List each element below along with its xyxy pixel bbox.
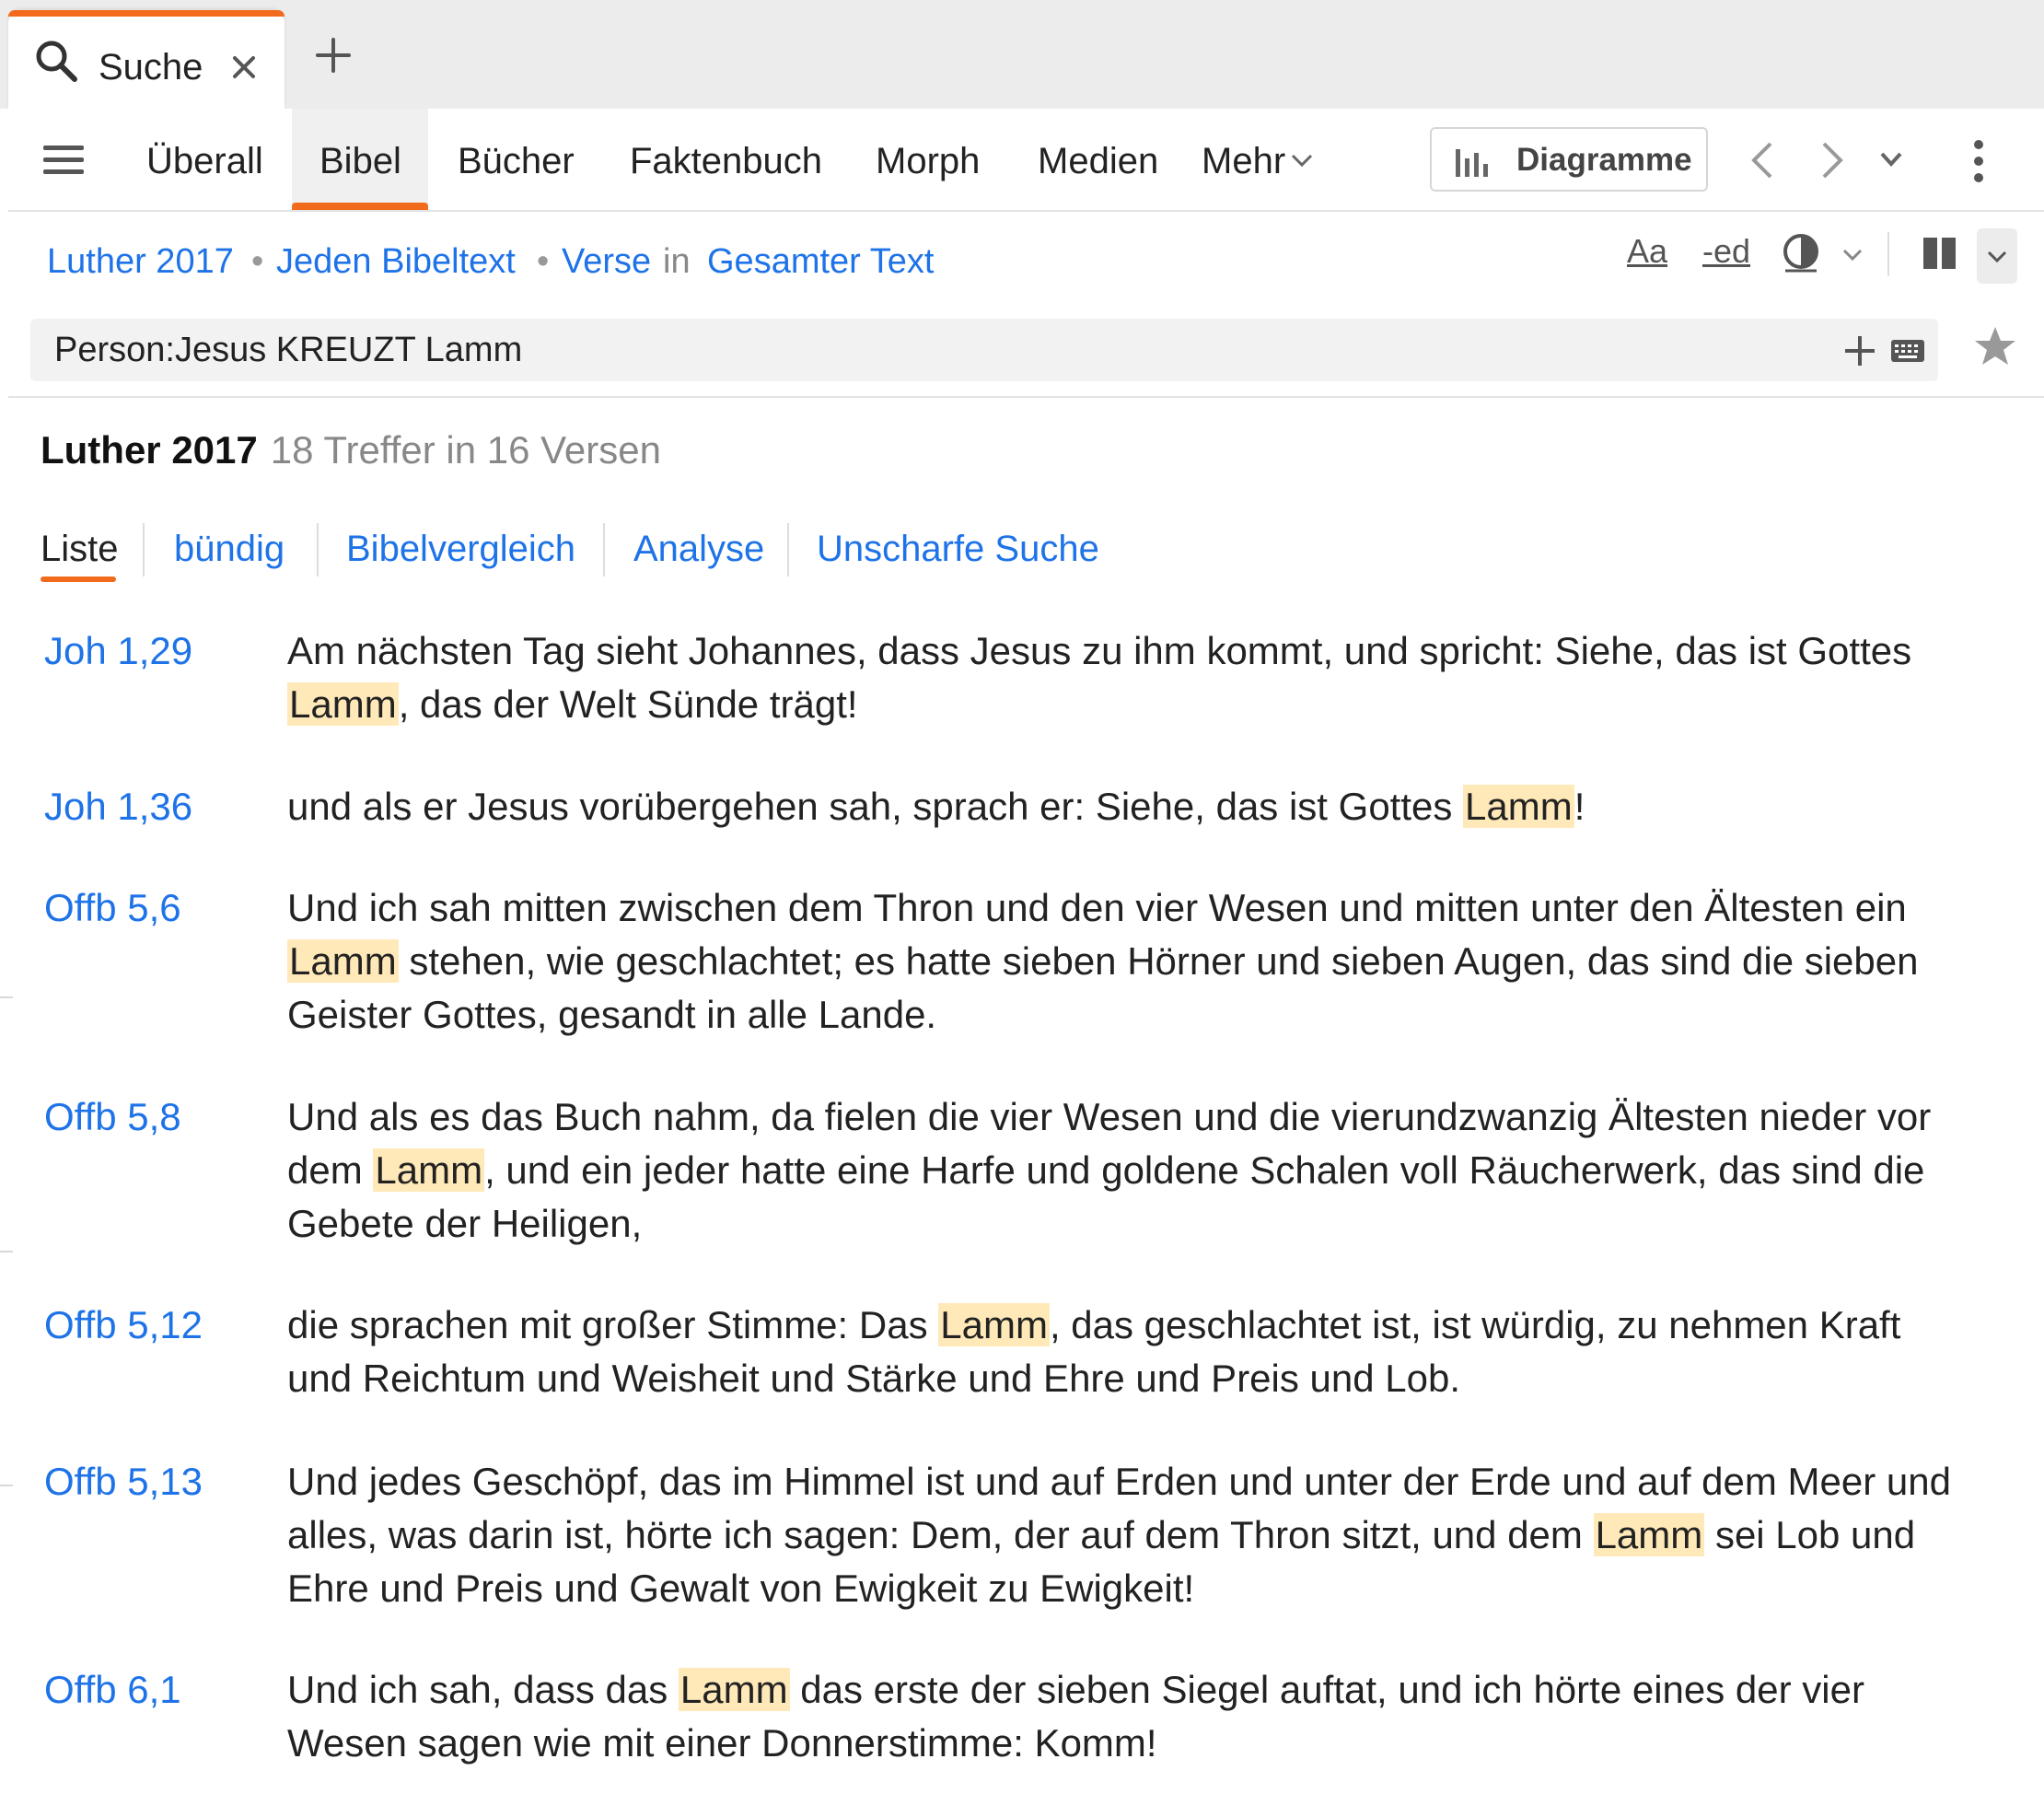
breadcrumb-separator: •	[537, 242, 550, 281]
view-tab-active-indicator	[41, 577, 116, 582]
search-hit-highlight[interactable]: Lamm	[289, 682, 397, 726]
back-icon[interactable]	[1748, 140, 1776, 181]
nav-item-bibel[interactable]: Bibel	[319, 141, 401, 181]
tab-label: Suche	[99, 47, 203, 87]
verse-reference-link[interactable]: Offb 5,6	[44, 886, 181, 929]
nav-item-medien[interactable]: Medien	[1038, 141, 1159, 181]
history-dropdown-icon[interactable]	[1877, 149, 1905, 169]
verse-text: Am nächsten Tag sieht Johannes, dass Jesus zu ihm kommt, und spricht: Siehe, das ist Gottes Lamm, das der Welt Sünde trägt!	[287, 629, 1912, 726]
view-tab-buendig[interactable]: bündig	[174, 529, 285, 569]
search-hit-highlight[interactable]: Lamm	[940, 1303, 1048, 1346]
breadcrumb-separator: •	[251, 242, 264, 281]
more-options-icon[interactable]	[1969, 138, 1988, 184]
star-icon[interactable]	[1973, 324, 2017, 368]
verse-text: Und ich sah, dass das Lamm das erste der sieben Siegel auftat, und ich hörte eines der vier Wesen sagen wie mit einer Donnerstimme: Komm!	[287, 1668, 1864, 1765]
search-hit-highlight[interactable]: Lamm	[1465, 785, 1573, 828]
add-tab-icon[interactable]	[315, 37, 352, 74]
chevron-down-icon[interactable]	[1841, 247, 1864, 263]
verse-text: die sprachen mit großer Stimme: Das Lamm, das geschlachtet ist, ist würdig, zu nehmen Kraft und Reichtum und Weisheit und Stärke und Ehre und Preis und Lob.	[287, 1303, 1901, 1400]
columns-icon[interactable]	[1922, 234, 1958, 273]
view-tab-bibelvergleich[interactable]: Bibelvergleich	[346, 529, 576, 569]
search-hit-highlight[interactable]: Lamm	[679, 1668, 788, 1711]
view-tab-divider	[143, 523, 145, 577]
close-icon[interactable]	[227, 51, 261, 84]
verse-text: Und jedes Geschöpf, das im Himmel ist und auf Erden und unter der Erde und auf dem Meer und alles, was darin ist, hörte ich sagen: Dem, der auf dem Thron sitzt, und dem Lamm sei Lob und Ehre und Preis und Gewalt von Ewigkeit zu Ewigkeit!	[287, 1460, 1951, 1610]
toolbar-divider	[1887, 232, 1889, 276]
view-tab-unscharfe-suche[interactable]: Unscharfe Suche	[817, 529, 1099, 569]
results-header	[41, 425, 661, 475]
menu-icon[interactable]	[43, 144, 84, 177]
search-query: Person:Jesus KREUZT Lamm	[54, 331, 523, 369]
bar-chart-icon	[1456, 146, 1492, 177]
view-tab-liste[interactable]: Liste	[41, 529, 119, 569]
nav-item-mehr[interactable]: Mehr	[1202, 141, 1286, 181]
chevron-down-icon	[1985, 249, 2009, 265]
tab-bar	[0, 0, 2044, 109]
results-bible-title: Luther 2017	[41, 428, 258, 472]
view-tab-divider	[603, 523, 605, 577]
verse-text: und als er Jesus vorübergehen sah, sprach er: Siehe, das ist Gottes Lamm!	[287, 785, 1585, 828]
verse-reference-link[interactable]: Offb 6,1	[44, 1668, 181, 1711]
view-tab-divider	[787, 523, 789, 577]
inflection-button[interactable]: -ed	[1702, 232, 1751, 270]
verse-reference-link[interactable]: Joh 1,29	[44, 629, 193, 672]
verse-reference-link[interactable]: Offb 5,8	[44, 1095, 181, 1138]
search-options-bar	[8, 212, 2044, 398]
tab-search[interactable]	[8, 10, 285, 109]
view-tab-analyse[interactable]: Analyse	[633, 529, 765, 569]
search-hit-highlight[interactable]: Lamm	[289, 939, 397, 983]
keyboard-icon[interactable]	[1890, 339, 1925, 363]
view-tab-divider	[317, 523, 319, 577]
search-hit-highlight[interactable]: Lamm	[1595, 1513, 1703, 1556]
range-selector[interactable]: Gesamter Text	[707, 242, 935, 281]
tab-active-indicator	[8, 10, 285, 17]
verse-reference-link[interactable]: Offb 5,13	[44, 1460, 203, 1503]
forward-icon[interactable]	[1818, 140, 1846, 181]
nav-item-morph[interactable]: Morph	[876, 141, 981, 181]
search-input[interactable]	[30, 319, 1938, 381]
bible-selector[interactable]: Luther 2017	[47, 242, 234, 281]
search-icon	[33, 38, 79, 84]
font-size-button[interactable]: Aa	[1627, 232, 1668, 270]
layout-dropdown[interactable]	[1977, 228, 2017, 284]
window-edge-line	[0, 996, 13, 998]
contrast-icon[interactable]	[1782, 232, 1824, 274]
search-hit-highlight[interactable]: Lamm	[375, 1148, 483, 1192]
verse-text: Und ich sah mitten zwischen dem Thron und den vier Wesen und mitten unter den Ältesten ein Lamm stehen, wie geschlachtet; es hatte sieben Hörner und sieben Augen, das sind die sieben Geister Gottes, gesandt in alle Lande.	[287, 886, 1919, 1036]
nav-item-faktenbuch[interactable]: Faktenbuch	[630, 141, 823, 181]
chevron-down-icon[interactable]	[1290, 151, 1314, 169]
unit-selector[interactable]: Verse	[562, 242, 652, 281]
window-edge-line	[0, 1485, 13, 1486]
search-type-nav	[8, 109, 2044, 212]
nav-active-indicator	[292, 203, 428, 210]
window-edge-line	[0, 1251, 13, 1252]
nav-item-ueberall[interactable]: Überall	[146, 141, 263, 181]
verse-text: Und als es das Buch nahm, da fielen die vier Wesen und die vierundzwanzig Ältesten nieder vor dem Lamm, und ein jeder hatte eine Harfe und goldene Schalen voll Räucherwerk, das sind die Gebete der Heiligen,	[287, 1095, 1932, 1245]
diagrams-label: Diagramme	[1516, 142, 1692, 178]
diagrams-button[interactable]	[1430, 127, 1708, 192]
add-icon[interactable]	[1842, 333, 1877, 368]
verse-reference-link[interactable]: Offb 5,12	[44, 1303, 203, 1346]
verse-reference-link[interactable]: Joh 1,36	[44, 785, 193, 828]
nav-item-buecher[interactable]: Bücher	[458, 141, 575, 181]
results-count: 18 Treffer in 16 Versen	[270, 428, 661, 472]
scope-selector[interactable]: Jeden Bibeltext	[276, 242, 516, 281]
breadcrumb-in: in	[663, 242, 691, 281]
